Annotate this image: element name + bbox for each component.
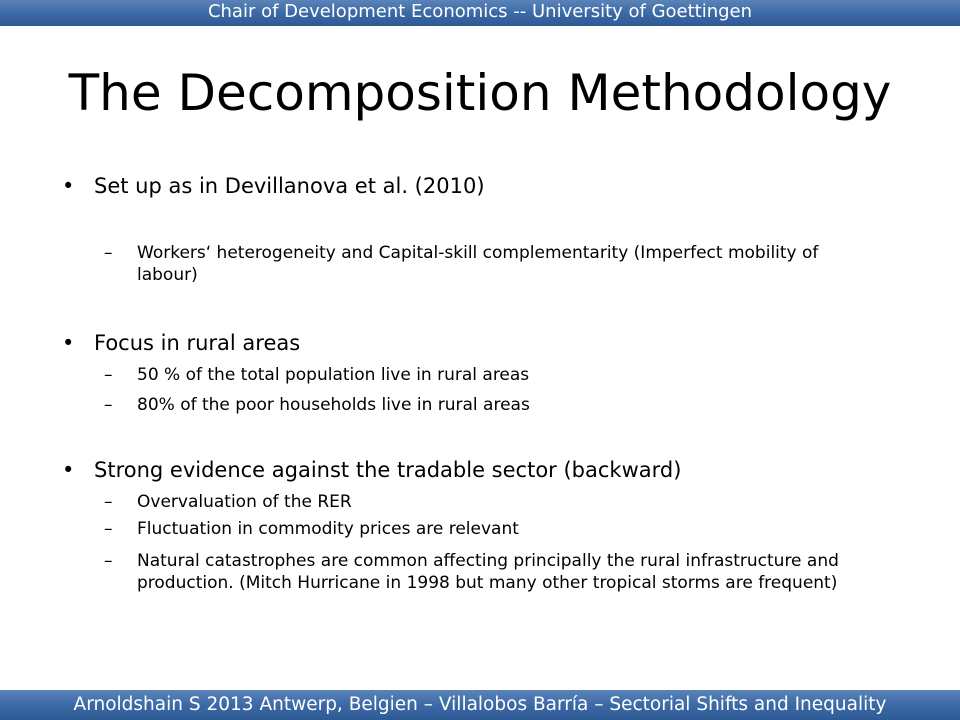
sub-bullet-marker: –: [104, 395, 113, 415]
sub-bullet-text: 50 % of the total population live in rural areas: [137, 365, 530, 385]
sub-bullet-text: Workers‘ heterogeneity and Capital-skill complementarity (Imperfect mobility of labour): [137, 243, 819, 285]
sub-bullet-marker: –: [104, 492, 113, 512]
sub-bullet-item: [104, 364, 877, 386]
sub-bullet-text: Overvaluation of the RER: [137, 492, 352, 512]
sub-bullet-marker: –: [104, 551, 113, 571]
sub-bullet-text: Natural catastrophes are common affecting principally the rural infrastructure and production. (Mitch Hurricane in 1998 but many other tropical storms are frequent): [137, 551, 839, 593]
bullet-text: Set up as in Devillanova et al. (2010): [94, 174, 485, 198]
sub-bullet-marker: –: [104, 243, 113, 263]
sub-bullet-text: 80% of the poor households live in rural areas: [137, 395, 530, 415]
bullet-marker: •: [62, 458, 75, 482]
sub-bullet-item: [104, 518, 877, 540]
sub-bullet-marker: –: [104, 519, 113, 539]
sub-bullet-item: [104, 491, 877, 513]
bullet-text: Focus in rural areas: [94, 331, 301, 355]
bullet-item: [62, 172, 485, 200]
bullet-text: Strong evidence against the tradable sector (backward): [94, 458, 682, 482]
sub-bullet-marker: –: [104, 365, 113, 385]
sub-bullet-item: [104, 242, 877, 286]
header-banner: Chair of Development Economics -- University of Goettingen: [0, 0, 960, 26]
slide-title: The Decomposition Methodology: [68, 64, 892, 122]
sub-bullet-item: [104, 394, 877, 416]
sub-bullet-text: Fluctuation in commodity prices are relevant: [137, 519, 519, 539]
bullet-marker: •: [62, 331, 75, 355]
bullet-item: [62, 329, 301, 357]
bullet-marker: •: [62, 174, 75, 198]
footer-banner: Arnoldshain S 2013 Antwerp, Belgien – Villalobos Barría – Sectorial Shifts and Inequality: [0, 690, 960, 720]
bullet-item: [62, 456, 682, 484]
sub-bullet-item: [104, 550, 877, 594]
